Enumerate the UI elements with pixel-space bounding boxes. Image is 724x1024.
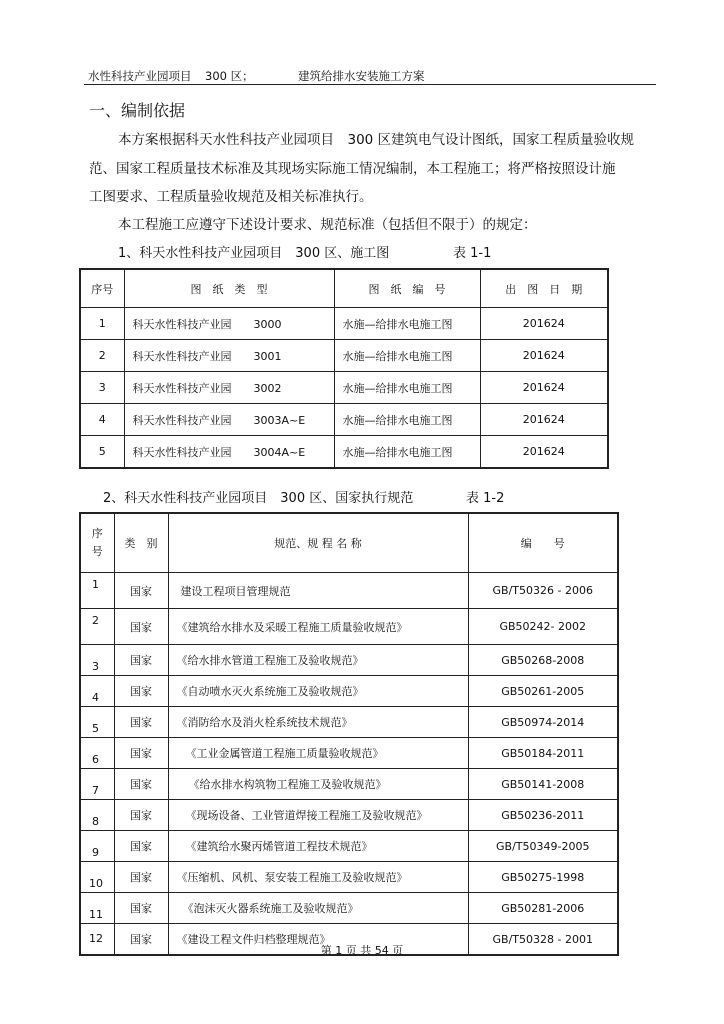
standard-name: 《建筑给水排水及采暖工程施工质量验收规范》: [168, 609, 468, 645]
paragraph-1-line-2: 范、国家工程质量技术标准及其现场实际施工情况编制，本工程施工；将严格按照设计施: [89, 161, 616, 177]
header-cell: 出 图 日 期: [480, 269, 608, 308]
table-row: [80, 738, 618, 769]
header-cell: 序号: [80, 513, 114, 573]
category: 国家: [114, 645, 168, 676]
standard-code: GB50242- 2002: [468, 609, 618, 645]
standard-code: GB50184-2011: [468, 738, 618, 769]
header-cell: 图 纸 编 号: [334, 269, 480, 308]
standard-name: 《给水排水构筑物工程施工及验收规范》: [168, 769, 468, 800]
standard-code: GB50281-2006: [468, 893, 618, 924]
header-doc-title: 建筑给排水安装施工方案: [298, 69, 425, 83]
table-row: [80, 707, 618, 738]
category: 国家: [114, 831, 168, 862]
header-rule: [84, 84, 656, 85]
row-number: 5: [80, 707, 114, 738]
header-cell: 编 号: [468, 513, 618, 573]
row-number: 10: [80, 862, 114, 893]
category: 国家: [114, 738, 168, 769]
drawing-number: 水施—给排水电施工图: [334, 308, 480, 340]
standard-code: GB/T50328 - 2001: [468, 924, 618, 956]
row-number: 4: [80, 404, 124, 436]
paragraph-1-line-1: 本方案根据科天水性科技产业园项目 300 区建筑电气设计图纸，国家工程质量验收规: [118, 132, 635, 148]
paragraph-2: 本工程施工应遵守下述设计要求、规范标准（包括但不限于）的规定：: [118, 217, 537, 233]
table-row: [80, 573, 618, 609]
caption-2: 2、科天水性科技产业园项目 300 区、国家执行规范: [103, 491, 414, 506]
table-row: [80, 609, 618, 645]
category: 国家: [114, 609, 168, 645]
category: 国家: [114, 862, 168, 893]
standard-code: GB50236-2011: [468, 800, 618, 831]
standard-name: 《压缩机、风机、泵安装工程施工及验收规范》: [168, 862, 468, 893]
header-cell: 图 纸 类 型: [124, 269, 334, 308]
drawing-type: 科天水性科技产业园 3000: [124, 308, 334, 340]
issue-date: 201624: [480, 404, 608, 436]
header-cell: 序号: [80, 269, 124, 308]
issue-date: 201624: [480, 308, 608, 340]
category: 国家: [114, 893, 168, 924]
category: 国家: [114, 573, 168, 609]
table-row: [80, 340, 608, 372]
standard-name: 《现场设备、工业管道焊接工程施工及验收规范》: [168, 800, 468, 831]
row-number: 5: [80, 436, 124, 469]
standard-name: 《建设工程文件归档整理规范》: [168, 924, 468, 956]
caption-2-table-number: 表 1-2: [466, 491, 505, 506]
row-number: 6: [80, 738, 114, 769]
issue-date: 201624: [480, 372, 608, 404]
category: 国家: [114, 676, 168, 707]
row-number: 3: [80, 645, 114, 676]
table-row: [80, 862, 618, 893]
header-cell: 类 别: [114, 513, 168, 573]
table-row: [80, 404, 608, 436]
table-row: [80, 893, 618, 924]
row-number: 7: [80, 769, 114, 800]
table-row: [80, 831, 618, 862]
paragraph-1-line-3: 工图要求、工程质量验收规范及相关标准执行。: [89, 189, 373, 205]
header-zone: 300 区；: [205, 69, 254, 83]
standard-name: 《建筑给水聚丙烯管道工程技术规范》: [168, 831, 468, 862]
standard-name: 《泡沫灭火器系统施工及验收规范》: [168, 893, 468, 924]
section-heading: 一、编制依据: [89, 101, 186, 120]
standard-name: 《工业金属管道工程施工质量验收规范》: [168, 738, 468, 769]
row-number: 1: [80, 308, 124, 340]
standard-name: 《自动喷水灭火系统施工及验收规范》: [168, 676, 468, 707]
table-header-row: [80, 269, 608, 308]
drawing-number: 水施—给排水电施工图: [334, 436, 480, 469]
row-number: 2: [80, 340, 124, 372]
drawing-number: 水施—给排水电施工图: [334, 340, 480, 372]
standard-name: 《消防给水及消火栓系统技术规范》: [168, 707, 468, 738]
row-number: 8: [80, 800, 114, 831]
row-number: 4: [80, 676, 114, 707]
category: 国家: [114, 707, 168, 738]
category: 国家: [114, 924, 168, 956]
standard-code: GB/T50326 - 2006: [468, 573, 618, 609]
standard-code: GB50141-2008: [468, 769, 618, 800]
issue-date: 201624: [480, 436, 608, 469]
category: 国家: [114, 769, 168, 800]
header-cell: 规范、规 程 名 称: [168, 513, 468, 573]
header-project: 水性科技产业园项目: [88, 69, 192, 83]
table-row: [80, 645, 618, 676]
table-row: [80, 800, 618, 831]
standard-name: 建设工程项目管理规范: [168, 573, 468, 609]
table-row: [80, 769, 618, 800]
row-number: 1: [80, 573, 114, 609]
row-number: 11: [80, 893, 114, 924]
row-number: 3: [80, 372, 124, 404]
drawing-number: 水施—给排水电施工图: [334, 372, 480, 404]
standard-code: GB/T50349-2005: [468, 831, 618, 862]
standard-name: 《给水排水管道工程施工及验收规范》: [168, 645, 468, 676]
caption-1-table-number: 表 1-1: [453, 246, 492, 261]
table-row: [80, 308, 608, 340]
row-number: 9: [80, 831, 114, 862]
standard-code: GB50268-2008: [468, 645, 618, 676]
table-row: [80, 436, 608, 469]
standard-code: GB50974-2014: [468, 707, 618, 738]
drawing-table: [79, 268, 609, 469]
drawing-type: 科天水性科技产业园 3002: [124, 372, 334, 404]
drawing-type: 科天水性科技产业园 3003A~E: [124, 404, 334, 436]
issue-date: 201624: [480, 340, 608, 372]
table-row: [80, 372, 608, 404]
table-header-row: [80, 513, 618, 573]
page-number: 第 1 页 共 54 页: [320, 944, 404, 957]
standards-table: [79, 512, 619, 956]
caption-1: 1、科天水性科技产业园项目 300 区、施工图: [118, 246, 390, 261]
drawing-number: 水施—给排水电施工图: [334, 404, 480, 436]
row-number: 2: [80, 609, 114, 645]
category: 国家: [114, 800, 168, 831]
standard-code: GB50275-1998: [468, 862, 618, 893]
drawing-type: 科天水性科技产业园 3004A~E: [124, 436, 334, 469]
row-number: 12: [80, 924, 114, 956]
drawing-type: 科天水性科技产业园 3001: [124, 340, 334, 372]
standard-code: GB50261-2005: [468, 676, 618, 707]
table-row: [80, 676, 618, 707]
